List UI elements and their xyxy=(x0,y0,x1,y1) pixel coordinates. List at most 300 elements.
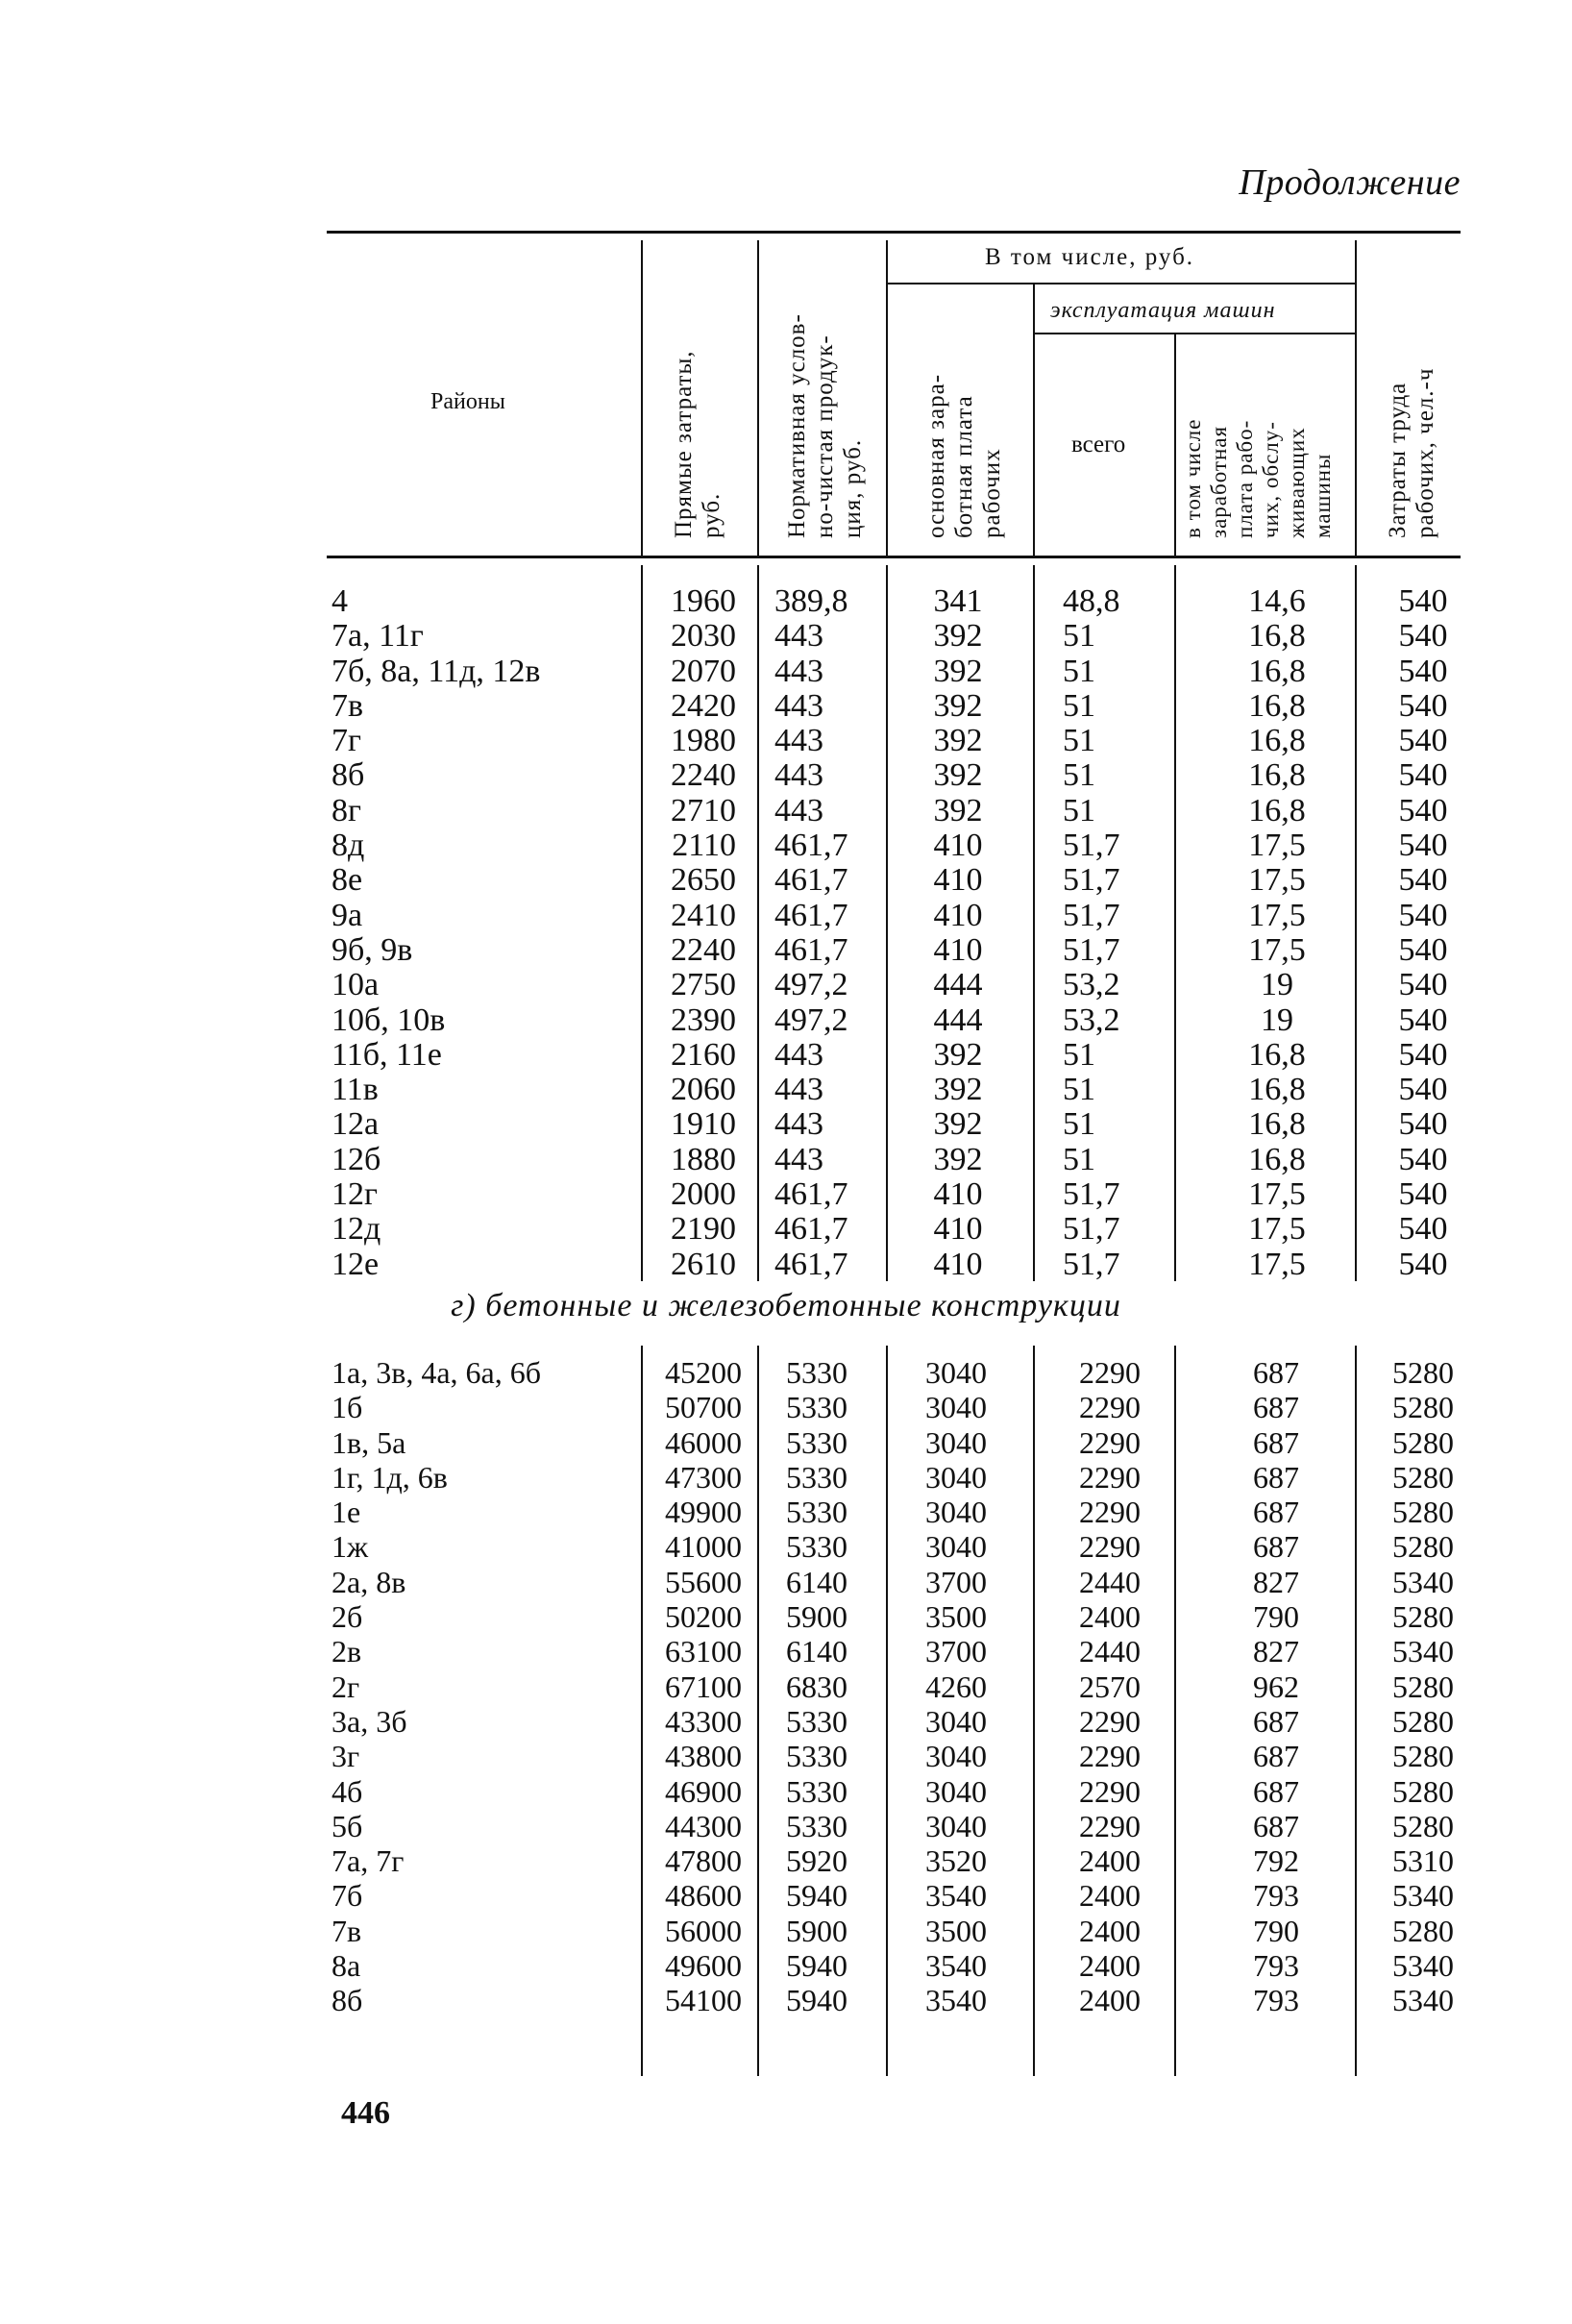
region-cell: 9а xyxy=(332,897,363,933)
machine-total-cell: 2290 xyxy=(1079,1808,1141,1843)
labor-cell: 540 xyxy=(1398,653,1448,689)
machine-wage-cell: 16,8 xyxy=(1248,1036,1306,1073)
net-output-cell: 6140 xyxy=(786,1634,847,1669)
machine-total-cell: 51 xyxy=(1063,618,1095,655)
machine-wage-cell: 687 xyxy=(1253,1355,1299,1390)
labor-cell: 540 xyxy=(1398,862,1448,899)
net-output-cell: 6830 xyxy=(786,1669,847,1704)
header-vline-6 xyxy=(1355,240,1357,556)
direct-costs-cell: 47300 xyxy=(665,1459,742,1495)
machine-wage-cell: 687 xyxy=(1253,1424,1299,1460)
machine-wage-cell: 793 xyxy=(1253,1878,1299,1914)
machine-wage-cell: 827 xyxy=(1253,1634,1299,1669)
direct-costs-cell: 48600 xyxy=(665,1878,742,1914)
table-row xyxy=(0,758,1572,793)
labor-cell: 5280 xyxy=(1392,1355,1454,1390)
base-wage-cell: 3040 xyxy=(925,1459,987,1495)
direct-costs-cell: 47800 xyxy=(665,1843,742,1879)
machine-total-cell: 2400 xyxy=(1079,1878,1141,1914)
region-cell: 7б, 8а, 11д, 12в xyxy=(332,653,541,689)
net-output-cell: 461,7 xyxy=(774,897,848,933)
region-cell: 7б xyxy=(332,1878,363,1914)
table-row xyxy=(0,1704,1572,1739)
machine-wage-cell: 17,5 xyxy=(1248,1176,1306,1213)
table-row xyxy=(0,863,1572,898)
direct-costs-cell: 2710 xyxy=(671,792,736,828)
header-machine-group: эксплуатация машин xyxy=(1050,298,1276,323)
direct-costs-cell: 2030 xyxy=(671,618,736,655)
machine-wage-cell: 687 xyxy=(1253,1459,1299,1495)
direct-costs-cell: 55600 xyxy=(665,1564,742,1599)
region-cell: 12а xyxy=(332,1106,380,1143)
net-output-cell: 389,8 xyxy=(774,583,848,619)
machine-wage-cell: 790 xyxy=(1253,1913,1299,1948)
machine-total-cell: 51 xyxy=(1063,1036,1095,1073)
region-cell: 1ж xyxy=(332,1529,369,1565)
base-wage-cell: 392 xyxy=(933,757,983,794)
table-row xyxy=(0,1529,1572,1564)
table-row xyxy=(0,1212,1572,1247)
net-output-cell: 5330 xyxy=(786,1459,847,1495)
region-cell: 2в xyxy=(332,1634,362,1669)
machine-total-cell: 2290 xyxy=(1079,1459,1141,1495)
labor-cell: 540 xyxy=(1398,792,1448,828)
machine-total-cell: 2290 xyxy=(1079,1773,1141,1809)
region-cell: 12д xyxy=(332,1211,381,1248)
table-row xyxy=(0,1495,1572,1529)
header-vline-4 xyxy=(1033,284,1035,556)
base-wage-cell: 3040 xyxy=(925,1355,987,1390)
header-machine-wage: в том числе заработная плата рабо- чих, обслу- живающих машины xyxy=(1181,418,1335,538)
machine-wage-cell: 16,8 xyxy=(1248,653,1306,689)
region-cell: 7в xyxy=(332,1913,362,1948)
base-wage-cell: 410 xyxy=(933,828,983,864)
net-output-cell: 461,7 xyxy=(774,1246,848,1282)
machine-wage-cell: 687 xyxy=(1253,1773,1299,1809)
labor-cell: 540 xyxy=(1398,828,1448,864)
table-row xyxy=(0,1177,1572,1212)
labor-cell: 540 xyxy=(1398,897,1448,933)
table-row xyxy=(0,689,1572,724)
labor-cell: 540 xyxy=(1398,1246,1448,1282)
region-cell: 10б, 10в xyxy=(332,1001,446,1038)
region-cell: 4б xyxy=(332,1773,363,1809)
base-wage-cell: 392 xyxy=(933,618,983,655)
base-wage-cell: 392 xyxy=(933,653,983,689)
direct-costs-cell: 2650 xyxy=(671,862,736,899)
direct-costs-cell: 49600 xyxy=(665,1948,742,1984)
machine-wage-cell: 16,8 xyxy=(1248,687,1306,724)
direct-costs-cell: 43800 xyxy=(665,1739,742,1774)
labor-cell: 5340 xyxy=(1392,1948,1454,1984)
net-output-cell: 497,2 xyxy=(774,1001,848,1038)
net-output-cell: 443 xyxy=(774,792,823,828)
base-wage-cell: 3700 xyxy=(925,1634,987,1669)
machine-total-cell: 51 xyxy=(1063,653,1095,689)
machine-wage-cell: 687 xyxy=(1253,1529,1299,1565)
machine-total-cell: 51,7 xyxy=(1063,828,1120,864)
machine-wage-cell: 16,8 xyxy=(1248,1106,1306,1143)
machine-total-cell: 2440 xyxy=(1079,1564,1141,1599)
machine-total-cell: 2290 xyxy=(1079,1424,1141,1460)
region-cell: 9б, 9в xyxy=(332,931,413,968)
direct-costs-cell: 67100 xyxy=(665,1669,742,1704)
direct-costs-cell: 44300 xyxy=(665,1808,742,1843)
region-cell: 12е xyxy=(332,1246,380,1282)
net-output-cell: 443 xyxy=(774,653,823,689)
labor-cell: 5280 xyxy=(1392,1808,1454,1843)
base-wage-cell: 410 xyxy=(933,897,983,933)
table-row xyxy=(0,1565,1572,1599)
net-output-cell: 5330 xyxy=(786,1739,847,1774)
header-incl-group: В том числе, руб. xyxy=(985,244,1195,270)
region-cell: 11б, 11е xyxy=(332,1036,442,1073)
base-wage-cell: 3040 xyxy=(925,1424,987,1460)
direct-costs-cell: 54100 xyxy=(665,1983,742,2018)
direct-costs-cell: 2070 xyxy=(671,653,736,689)
base-wage-cell: 392 xyxy=(933,1072,983,1108)
table-row xyxy=(0,899,1572,933)
base-wage-cell: 410 xyxy=(933,1246,983,1282)
machine-total-cell: 2400 xyxy=(1079,1948,1141,1984)
labor-cell: 540 xyxy=(1398,618,1448,655)
region-cell: 7в xyxy=(332,687,364,724)
header-vline-1 xyxy=(641,240,643,556)
net-output-cell: 443 xyxy=(774,1141,823,1177)
machine-wage-cell: 793 xyxy=(1253,1983,1299,2018)
direct-costs-cell: 2160 xyxy=(671,1036,736,1073)
net-output-cell: 5900 xyxy=(786,1599,847,1635)
labor-cell: 5280 xyxy=(1392,1773,1454,1809)
labor-cell: 540 xyxy=(1398,583,1448,619)
machine-wage-cell: 827 xyxy=(1253,1564,1299,1599)
labor-cell: 5340 xyxy=(1392,1564,1454,1599)
machine-wage-cell: 17,5 xyxy=(1248,1246,1306,1282)
machine-wage-cell: 790 xyxy=(1253,1599,1299,1635)
machine-wage-cell: 792 xyxy=(1253,1843,1299,1879)
base-wage-cell: 410 xyxy=(933,931,983,968)
table-row xyxy=(0,619,1572,654)
base-wage-cell: 392 xyxy=(933,1106,983,1143)
net-output-cell: 5940 xyxy=(786,1878,847,1914)
machine-total-cell: 2400 xyxy=(1079,1983,1141,2018)
machine-wage-cell: 16,8 xyxy=(1248,792,1306,828)
table-row xyxy=(0,724,1572,758)
machine-total-cell: 51 xyxy=(1063,1072,1095,1108)
table-row xyxy=(0,1914,1572,1948)
table-row xyxy=(0,1355,1572,1390)
labor-cell: 540 xyxy=(1398,687,1448,724)
labor-cell: 540 xyxy=(1398,723,1448,759)
machine-group-rule xyxy=(1033,333,1355,334)
machine-total-cell: 51,7 xyxy=(1063,1246,1120,1282)
direct-costs-cell: 1910 xyxy=(671,1106,736,1143)
machine-wage-cell: 17,5 xyxy=(1248,1211,1306,1248)
header-vline-2 xyxy=(757,240,759,556)
base-wage-cell: 392 xyxy=(933,1141,983,1177)
machine-wage-cell: 687 xyxy=(1253,1390,1299,1425)
machine-total-cell: 2400 xyxy=(1079,1913,1141,1948)
base-wage-cell: 3520 xyxy=(925,1843,987,1879)
machine-wage-cell: 687 xyxy=(1253,1739,1299,1774)
table-row xyxy=(0,1669,1572,1704)
net-output-cell: 5330 xyxy=(786,1703,847,1739)
base-wage-cell: 3040 xyxy=(925,1739,987,1774)
machine-wage-cell: 17,5 xyxy=(1248,931,1306,968)
direct-costs-cell: 56000 xyxy=(665,1913,742,1948)
machine-total-cell: 48,8 xyxy=(1063,583,1120,619)
machine-total-cell: 51,7 xyxy=(1063,1211,1120,1248)
page-number: 446 xyxy=(341,2095,390,2131)
region-cell: 3г xyxy=(332,1739,360,1774)
direct-costs-cell: 2610 xyxy=(671,1246,736,1282)
base-wage-cell: 3500 xyxy=(925,1599,987,1635)
table-row xyxy=(0,1143,1572,1177)
direct-costs-cell: 49900 xyxy=(665,1495,742,1530)
table-row xyxy=(0,655,1572,689)
region-cell: 5б xyxy=(332,1808,363,1843)
machine-wage-cell: 687 xyxy=(1253,1808,1299,1843)
net-output-cell: 461,7 xyxy=(774,828,848,864)
machine-total-cell: 2290 xyxy=(1079,1703,1141,1739)
base-wage-cell: 392 xyxy=(933,687,983,724)
net-output-cell: 5920 xyxy=(786,1843,847,1879)
region-cell: 1е xyxy=(332,1495,361,1530)
machine-wage-cell: 16,8 xyxy=(1248,723,1306,759)
net-output-cell: 443 xyxy=(774,1106,823,1143)
net-output-cell: 443 xyxy=(774,618,823,655)
net-output-cell: 461,7 xyxy=(774,1176,848,1213)
table-row xyxy=(0,933,1572,968)
direct-costs-cell: 46900 xyxy=(665,1773,742,1809)
base-wage-cell: 3040 xyxy=(925,1390,987,1425)
labor-cell: 540 xyxy=(1398,1141,1448,1177)
labor-cell: 540 xyxy=(1398,1072,1448,1108)
machine-total-cell: 2290 xyxy=(1079,1495,1141,1530)
region-cell: 8д xyxy=(332,828,365,864)
header-regions: Районы xyxy=(430,389,505,414)
net-output-cell: 5330 xyxy=(786,1495,847,1530)
section-g-title: г) бетонные и железобетонные конструкции xyxy=(451,1288,1121,1323)
base-wage-cell: 444 xyxy=(933,1001,983,1038)
direct-costs-cell: 2000 xyxy=(671,1176,736,1213)
base-wage-cell: 3040 xyxy=(925,1773,987,1809)
table-row xyxy=(0,1809,1572,1843)
machine-total-cell: 2290 xyxy=(1079,1390,1141,1425)
region-cell: 1в, 5а xyxy=(332,1424,406,1460)
machine-wage-cell: 793 xyxy=(1253,1948,1299,1984)
machine-wage-cell: 19 xyxy=(1261,1001,1293,1038)
labor-cell: 5340 xyxy=(1392,1983,1454,2018)
table-row xyxy=(0,1038,1572,1073)
base-wage-cell: 3540 xyxy=(925,1878,987,1914)
labor-cell: 540 xyxy=(1398,757,1448,794)
table-row xyxy=(0,794,1572,828)
region-cell: 8а xyxy=(332,1948,361,1984)
machine-total-cell: 51 xyxy=(1063,687,1095,724)
table-row xyxy=(0,584,1572,619)
base-wage-cell: 3040 xyxy=(925,1529,987,1565)
base-wage-cell: 410 xyxy=(933,1211,983,1248)
machine-wage-cell: 16,8 xyxy=(1248,1072,1306,1108)
header-labor: Затраты труда рабочих, чел.-ч xyxy=(1385,367,1438,538)
machine-wage-cell: 962 xyxy=(1253,1669,1299,1704)
table-row xyxy=(0,1599,1572,1634)
header-base-wage: основная зара- ботная плата рабочих xyxy=(923,373,1005,538)
base-wage-cell: 392 xyxy=(933,792,983,828)
base-wage-cell: 392 xyxy=(933,723,983,759)
net-output-cell: 5900 xyxy=(786,1913,847,1948)
header-vline-3 xyxy=(886,240,888,556)
base-wage-cell: 3540 xyxy=(925,1948,987,1984)
region-cell: 7а, 11г xyxy=(332,618,424,655)
net-output-cell: 5940 xyxy=(786,1948,847,1984)
direct-costs-cell: 2410 xyxy=(671,897,736,933)
table-row xyxy=(0,1248,1572,1282)
labor-cell: 5340 xyxy=(1392,1878,1454,1914)
table-row xyxy=(0,1948,1572,1983)
region-cell: 12г xyxy=(332,1176,378,1213)
direct-costs-cell: 2190 xyxy=(671,1211,736,1248)
header-net-output: Нормативная услов- но-чистая продук- ция, руб. xyxy=(784,313,866,538)
region-cell: 2а, 8в xyxy=(332,1564,406,1599)
labor-cell: 540 xyxy=(1398,1036,1448,1073)
net-output-cell: 497,2 xyxy=(774,967,848,1003)
region-cell: 2б xyxy=(332,1599,363,1635)
direct-costs-cell: 2750 xyxy=(671,967,736,1003)
direct-costs-cell: 1880 xyxy=(671,1141,736,1177)
base-wage-cell: 4260 xyxy=(925,1669,987,1704)
machine-wage-cell: 16,8 xyxy=(1248,757,1306,794)
region-cell: 10а xyxy=(332,967,380,1003)
labor-cell: 540 xyxy=(1398,931,1448,968)
region-cell: 8б xyxy=(332,1983,363,2018)
table-row xyxy=(0,1460,1572,1495)
direct-costs-cell: 46000 xyxy=(665,1424,742,1460)
machine-total-cell: 53,2 xyxy=(1063,967,1120,1003)
table-top-rule xyxy=(327,231,1461,234)
direct-costs-cell: 2110 xyxy=(672,828,736,864)
net-output-cell: 5330 xyxy=(786,1424,847,1460)
machine-wage-cell: 16,8 xyxy=(1248,618,1306,655)
continuation-label: Продолжение xyxy=(1239,162,1461,203)
direct-costs-cell: 2390 xyxy=(671,1001,736,1038)
direct-costs-cell: 50700 xyxy=(665,1390,742,1425)
direct-costs-cell: 50200 xyxy=(665,1599,742,1635)
labor-cell: 5280 xyxy=(1392,1739,1454,1774)
region-cell: 1а, 3в, 4а, 6а, 6б xyxy=(332,1355,541,1390)
region-cell: 11в xyxy=(332,1072,379,1108)
machine-total-cell: 53,2 xyxy=(1063,1001,1120,1038)
labor-cell: 5340 xyxy=(1392,1634,1454,1669)
labor-cell: 540 xyxy=(1398,1106,1448,1143)
table-row xyxy=(0,1003,1572,1038)
labor-cell: 5280 xyxy=(1392,1424,1454,1460)
machine-wage-cell: 17,5 xyxy=(1248,828,1306,864)
net-output-cell: 461,7 xyxy=(774,862,848,899)
machine-wage-cell: 16,8 xyxy=(1248,1141,1306,1177)
table-row xyxy=(0,1843,1572,1878)
region-cell: 1б xyxy=(332,1390,363,1425)
table-row xyxy=(0,1774,1572,1809)
rows-group-g xyxy=(0,1355,1572,2018)
table-row xyxy=(0,1739,1572,1773)
direct-costs-cell: 2420 xyxy=(671,687,736,724)
machine-total-cell: 51 xyxy=(1063,1141,1095,1177)
rows-group-a xyxy=(0,584,1572,1282)
labor-cell: 540 xyxy=(1398,967,1448,1003)
net-output-cell: 5330 xyxy=(786,1390,847,1425)
labor-cell: 5280 xyxy=(1392,1669,1454,1704)
labor-cell: 540 xyxy=(1398,1176,1448,1213)
base-wage-cell: 3700 xyxy=(925,1564,987,1599)
net-output-cell: 461,7 xyxy=(774,1211,848,1248)
machine-wage-cell: 19 xyxy=(1261,967,1293,1003)
net-output-cell: 443 xyxy=(774,1036,823,1073)
base-wage-cell: 341 xyxy=(933,583,983,619)
labor-cell: 5280 xyxy=(1392,1703,1454,1739)
labor-cell: 5280 xyxy=(1392,1390,1454,1425)
region-cell: 2г xyxy=(332,1669,360,1704)
direct-costs-cell: 2060 xyxy=(671,1072,736,1108)
table-row xyxy=(0,828,1572,863)
net-output-cell: 443 xyxy=(774,723,823,759)
labor-cell: 540 xyxy=(1398,1211,1448,1248)
header-bottom-rule xyxy=(327,556,1461,558)
machine-total-cell: 51 xyxy=(1063,792,1095,828)
machine-total-cell: 2290 xyxy=(1079,1355,1141,1390)
direct-costs-cell: 1980 xyxy=(671,723,736,759)
region-cell: 7а, 7г xyxy=(332,1843,405,1879)
direct-costs-cell: 2240 xyxy=(671,757,736,794)
base-wage-cell: 3040 xyxy=(925,1703,987,1739)
direct-costs-cell: 43300 xyxy=(665,1703,742,1739)
base-wage-cell: 3540 xyxy=(925,1983,987,2018)
machine-wage-cell: 17,5 xyxy=(1248,897,1306,933)
labor-cell: 5280 xyxy=(1392,1599,1454,1635)
header-direct-costs: Прямые затраты, руб. xyxy=(671,350,725,538)
table-row xyxy=(0,968,1572,1002)
region-cell: 4 xyxy=(332,583,348,619)
region-cell: 8б xyxy=(332,757,365,794)
table-row xyxy=(0,1983,1572,2017)
machine-wage-cell: 17,5 xyxy=(1248,862,1306,899)
table-row xyxy=(0,1107,1572,1142)
machine-total-cell: 2570 xyxy=(1079,1669,1141,1704)
base-wage-cell: 392 xyxy=(933,1036,983,1073)
net-output-cell: 5330 xyxy=(786,1355,847,1390)
header-vline-5 xyxy=(1174,334,1176,556)
labor-cell: 5280 xyxy=(1392,1529,1454,1565)
direct-costs-cell: 41000 xyxy=(665,1529,742,1565)
labor-cell: 5280 xyxy=(1392,1913,1454,1948)
direct-costs-cell: 45200 xyxy=(665,1355,742,1390)
region-cell: 3а, 3б xyxy=(332,1703,407,1739)
header-machine-total: всего xyxy=(1071,432,1126,457)
incl-group-rule xyxy=(886,283,1355,284)
direct-costs-cell: 2240 xyxy=(671,931,736,968)
machine-wage-cell: 687 xyxy=(1253,1495,1299,1530)
net-output-cell: 5330 xyxy=(786,1808,847,1843)
table-row xyxy=(0,1425,1572,1460)
labor-cell: 5280 xyxy=(1392,1459,1454,1495)
labor-cell: 5280 xyxy=(1392,1495,1454,1530)
base-wage-cell: 444 xyxy=(933,967,983,1003)
machine-wage-cell: 14,6 xyxy=(1248,583,1306,619)
region-cell: 12б xyxy=(332,1141,381,1177)
machine-total-cell: 51 xyxy=(1063,723,1095,759)
base-wage-cell: 3040 xyxy=(925,1495,987,1530)
